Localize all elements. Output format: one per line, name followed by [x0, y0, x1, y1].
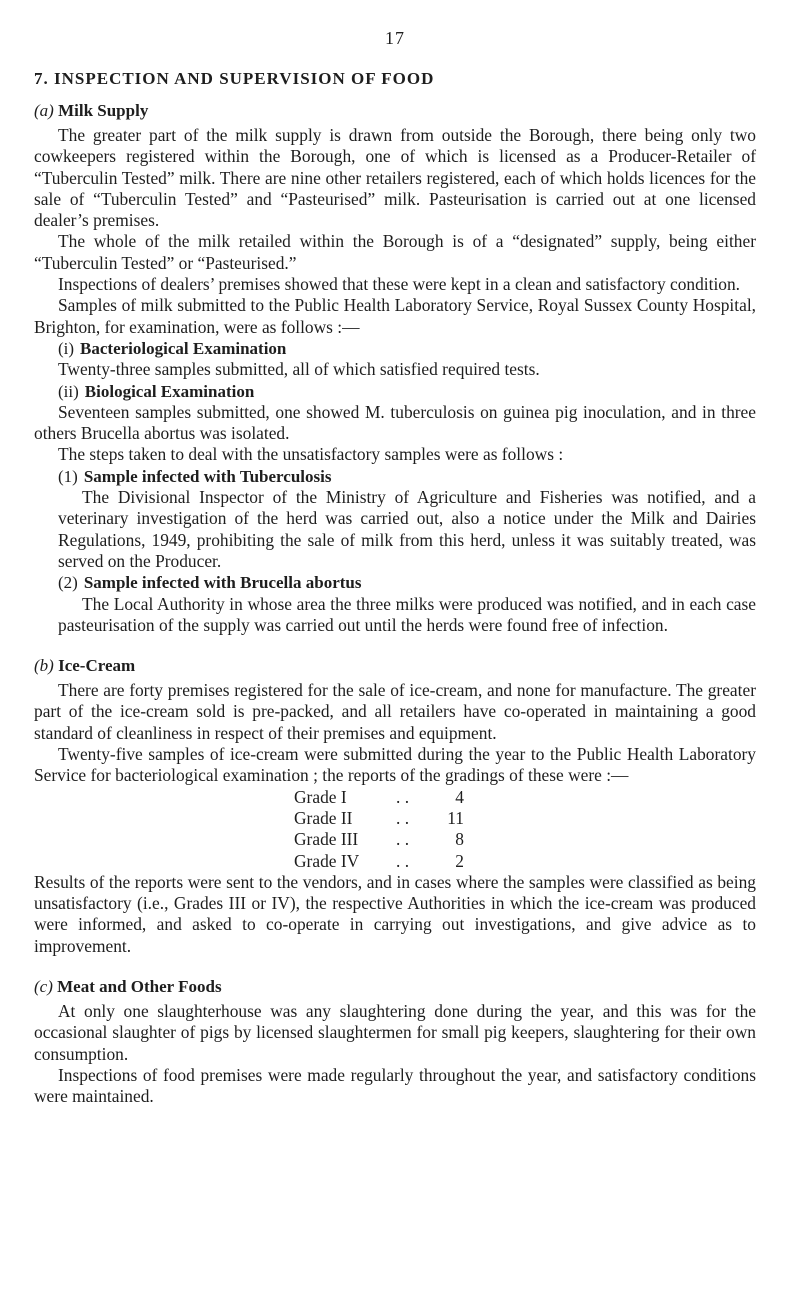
meat-heading — [34, 977, 756, 997]
step1-number: (1) — [58, 466, 78, 486]
grade-dots: . . — [396, 850, 410, 871]
grade-count: 4 — [455, 786, 464, 807]
milk-letter: (a) — [34, 101, 54, 120]
grade-row — [294, 851, 464, 872]
milk-paragraph-3: Inspections of dealers’ premises showed that these were kept in a clean and satisfactory condition. — [58, 274, 741, 295]
meat-letter: (c) — [34, 976, 53, 996]
exam2-number: (ii) — [58, 381, 79, 401]
grade-dots: . . — [396, 786, 410, 807]
grade-row — [294, 829, 464, 850]
ice-cream-heading — [34, 656, 756, 676]
tuberculosis-heading — [58, 466, 756, 487]
milk-heading-text: Milk Supply — [58, 101, 149, 120]
meat-paragraph-2: Inspections of food premises were made regularly throughout the year, and satisfactory conditions were maintained. — [34, 1064, 756, 1107]
icecream-heading-text: Ice-Cream — [58, 656, 136, 676]
grades-table — [294, 787, 464, 872]
icecream-paragraph-1: There are forty premises registered for the sale of ice-cream, and none for manufacture. The greater part of the ice-cream sold is pre-packed, and all retailers have co-operated in maintaining a good standard of cleanliness in respect of their premises and equipment. — [34, 680, 756, 743]
page-number: 17 — [385, 28, 405, 48]
section-title: 7. INSPECTION AND SUPERVISION OF FOOD — [34, 69, 435, 88]
exam1-number: (i) — [58, 338, 75, 358]
exam1-heading-text: Bacteriological Examination — [80, 338, 287, 358]
bacteriological-heading — [58, 338, 756, 359]
milk-paragraph-1: The greater part of the milk supply is drawn from outside the Borough, there being only two cowkeepers registered within the Borough, one of which is licensed as a Producer-Retailer of “Tuberculin Tested” milk. There are nine other retailers registered, each of which holds licences for the sale of “Tuberculin Tested” and “Pasteurised” milk. Pasteurisation is carried out at one licensed dealer’s premises. — [34, 125, 756, 231]
exam1-text: Twenty-three samples submitted, all of which satisfied required tests. — [58, 359, 540, 380]
document-page — [34, 28, 756, 1107]
biological-heading — [58, 381, 756, 402]
grade-row — [294, 808, 464, 829]
grade-name: Grade II — [294, 807, 353, 828]
steps-text: The steps taken to deal with the unsatisfactory samples were as follows : — [58, 444, 564, 465]
milk-paragraph-2: The whole of the milk retailed within the Borough is of a “designated” supply, being either “Tuberculin Tested” or “Pasteurised.” — [34, 231, 756, 273]
step2-heading-text: Sample infected with Brucella abortus — [83, 573, 362, 593]
grade-name: Grade IV — [294, 850, 360, 871]
grade-count: 8 — [455, 829, 464, 850]
milk-supply-heading — [34, 101, 756, 121]
step1-heading-text: Sample infected with Tuberculosis — [83, 466, 332, 486]
milk-paragraph-4: Samples of milk submitted to the Public Health Laboratory Service, Royal Sussex County Hospital, Brighton, for examination, were as follows :— — [34, 295, 756, 337]
grade-row — [294, 787, 464, 808]
exam2-text: Seventeen samples submitted, one showed M. tuberculosis on guinea pig inoculation, and in three others Brucella abortus was isolated. — [34, 401, 756, 444]
meat-paragraph-1: At only one slaughterhouse was any slaughtering done during the year, and this was for the occasional slaughter of pigs by licensed slaughtermen for small pig keepers, slaughtering for their own consumption. — [34, 1000, 756, 1064]
step2-number: (2) — [58, 573, 78, 593]
grade-dots: . . — [396, 829, 410, 850]
step2-text: The Local Authority in whose area the three milks were produced was notified, and in each case pasteurisation of the supply was carried out until the herds were found free of infection. — [58, 593, 756, 635]
grade-name: Grade I — [294, 786, 347, 807]
grade-dots: . . — [396, 807, 410, 828]
exam2-heading-text: Biological Examination — [84, 381, 255, 401]
icecream-paragraph-3: Results of the reports were sent to the vendors, and in cases where the samples were classified as being unsatisfactory (i.e., Grades III or IV), the respective Authorities in which the ice-cream was produced were informed, and asked to co-operate in carrying out investigations, and give advice as to improvement. — [34, 871, 756, 956]
icecream-paragraph-2: Twenty-five samples of ice-cream were submitted during the year to the Public Health Laboratory Service for bacteriological examination ; the reports of the gradings of these were :— — [34, 744, 756, 786]
step1-text: The Divisional Inspector of the Ministry of Agriculture and Fisheries was notified, and a veterinary investigation of the herd was carried out, also a notice under the Milk and Dairies Regulations, 1949, prohibiting the sale of milk from this herd, unless it was suitably treated, was served on the Producer. — [58, 487, 756, 571]
meat-heading-text: Meat and Other Foods — [57, 976, 222, 996]
grade-count: 2 — [455, 850, 464, 871]
icecream-letter: (b) — [34, 656, 54, 676]
grade-name: Grade III — [294, 829, 359, 850]
brucella-heading — [58, 572, 756, 593]
grade-count: 11 — [447, 807, 464, 828]
